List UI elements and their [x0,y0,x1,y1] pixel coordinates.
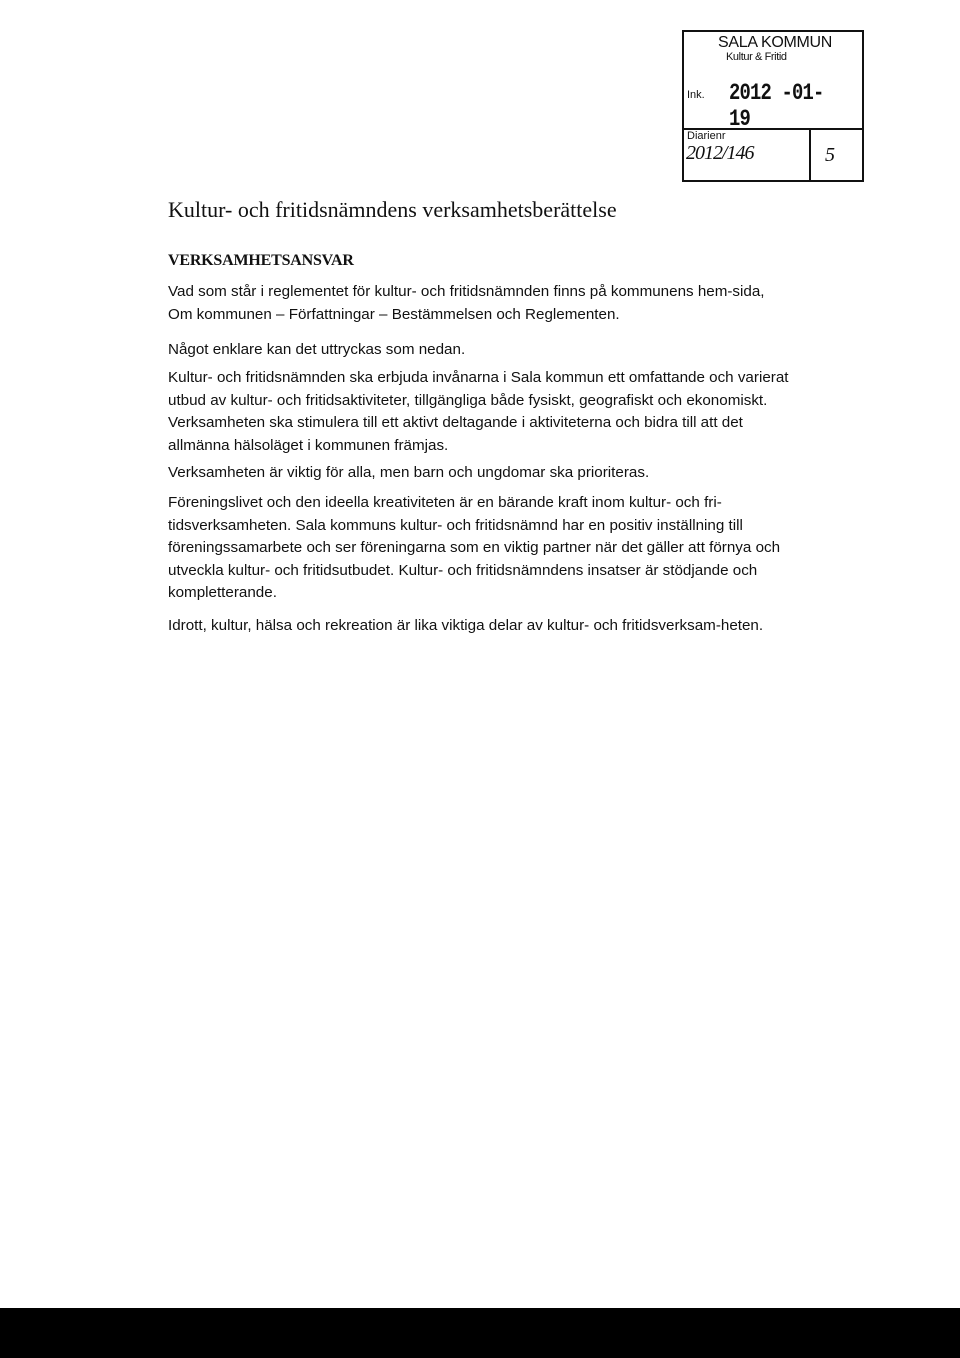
paragraph-simpler: Något enklare kan det uttryckas som nedan. [168,341,466,358]
paragraph-mission: Kultur- och fritidsnämnden ska erbjuda invånarna i Sala kommun ett omfattande och varierat utbud av kultur- och fritidsaktiviteter, tillgängliga både fysiskt, geografiskt och ekonomiskt. Verksamheten ska stimulera till ett aktivt deltagande i aktiviteterna och bidra till att det allmänna hälsoläget i kommunen främjas. [168,369,789,454]
stamp-date: 2012 -01- 19 [729,80,824,132]
stamp-department: Kultur & Fritid [726,51,787,63]
document-title: Kultur- och fritidsnämndens verksamhetsberättelse [168,197,617,222]
stamp-organization: SALA KOMMUN [718,34,833,51]
stamp-diarienr: 2012/146 [686,142,754,164]
paragraph-equal-importance: Idrott, kultur, hälsa och rekreation är lika viktiga delar av kultur- och fritidsverksam-heten. [168,617,764,634]
stamp-page-number: 5 [825,144,835,166]
paragraph-priority: Verksamheten är viktig för alla, men barn och ungdomar ska prioriteras. [168,464,650,481]
stamp-diarienr-label: Diarienr [687,130,726,142]
paragraph-regulation: Vad som står i reglementet för kultur- och fritidsnämnden finns på kommunens hem-sida, Om kommunen – Författningar – Bestämmelsen och Reglementen. [168,283,765,323]
stamp-vertical-divider [809,128,811,180]
section-heading: VERKSAMHETSANSVAR [168,252,354,269]
received-stamp [682,30,864,182]
stamp-ink-label: Ink. [687,89,705,101]
paragraph-associations: Föreningslivet och den ideella kreativiteten är en bärande kraft inom kultur- och fri-tidsverksamheten. Sala kommuns kultur- och fritidsnämnd har en positiv inställning till föreningssamarbete och ser föreningarna som en viktig partner när det gäller att förnya och utveckla kultur- och fritidsutbudet. Kultur- och fritidsnämndens insatser är stödjande och kompletterande. [168,494,781,601]
scan-bottom-border [0,1308,960,1358]
